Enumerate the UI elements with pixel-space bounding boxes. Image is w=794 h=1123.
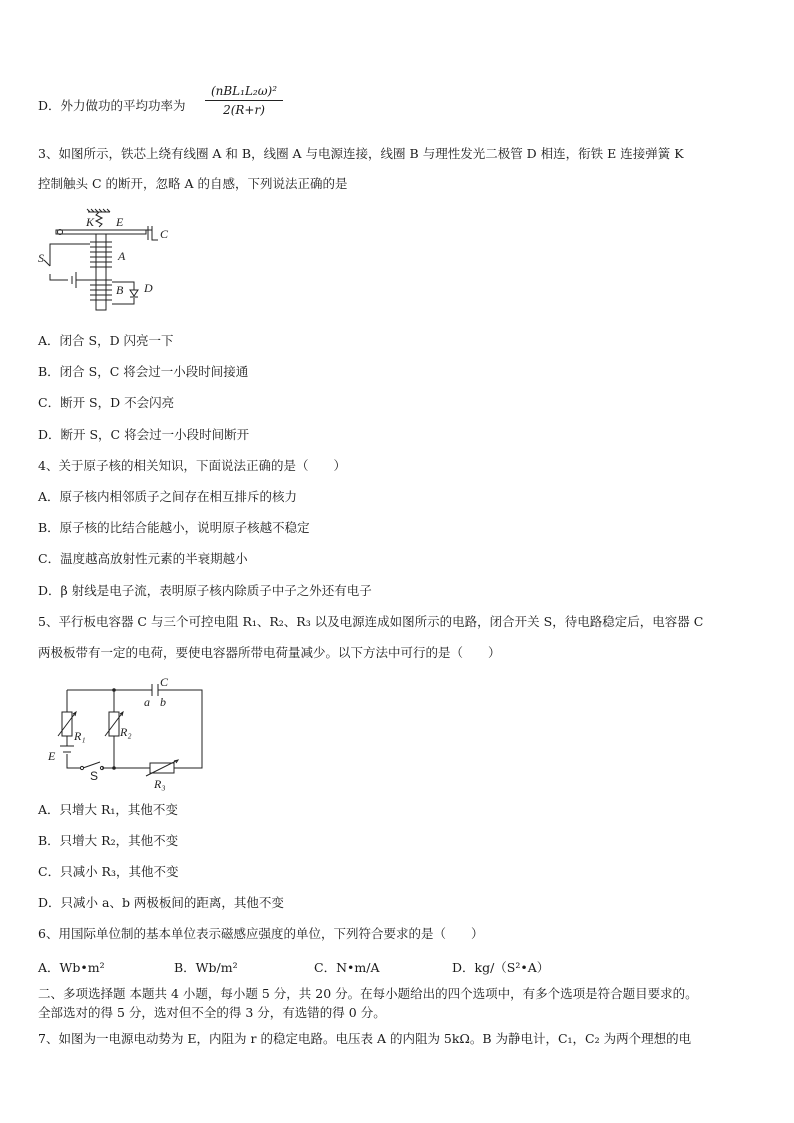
label-K: K [86,215,95,229]
q5-stem-line1: 5、平行板电容器 C 与三个可控电阻 R₁、R₂、R₃ 以及电源连成如图所示的电路，闭合开关 S，待电路稳定后，电容器 C [38,614,704,629]
q5-option-b: B．只增大 R₂，其他不变 [38,833,179,848]
label-S: S [38,251,44,265]
q2-option-d: D．外力做功的平均功率为 [38,98,186,113]
q6-option-d: D．kg/（S²•A） [452,960,550,975]
label-R2: R₂ [120,725,132,739]
q4-option-a: A．原子核内相邻质子之间存在相互排斥的核力 [38,489,298,504]
label-R1: R₁ [74,729,86,743]
q5-stem-line2: 两极板带有一定的电荷，要使电容器所带电荷量减少。以下方法中可行的是（ ） [38,645,501,660]
q3-option-a: A．闭合 S，D 闪亮一下 [38,333,174,348]
label-R3: R₃ [154,777,166,791]
q4-option-c: C．温度越高放射性元素的半衰期越小 [38,551,248,566]
q5-option-a: A．只增大 R₁，其他不变 [38,802,178,817]
label-E: E [48,749,56,763]
q3-stem-line1: 3、如图所示，铁芯上绕有线圈 A 和 B，线圈 A 与电源连接，线圈 B 与理性发光二极管 D 相连，衔铁 E 连接弹簧 K [38,146,684,161]
section2-heading-line1: 二、多项选择题 本题共 4 小题，每小题 5 分，共 20 分。在每小题给出的四个选项中，有多个选项是符合题目要求的。 [38,986,698,1001]
q3-relay-diagram [38,208,178,318]
label-C: C [160,227,169,241]
q5-option-c: C．只减小 R₃，其他不变 [38,864,179,879]
q2-formula [205,84,283,117]
label-E: E [116,215,124,229]
q4-stem: 4、关于原子核的相关知识，下面说法正确的是（ ） [38,458,346,473]
section2-heading-line2: 全部选对的得 5 分，选对但不全的得 3 分，有选错的得 0 分。 [38,1005,386,1020]
label-S: S [90,769,99,783]
label-B: B [116,283,124,297]
label-A: A [118,249,126,263]
label-b: b [160,695,166,709]
q4-option-b: B．原子核的比结合能越小，说明原子核越不稳定 [38,520,310,535]
formula-denominator: 2(R+r) [223,103,265,117]
label-C: C [160,676,169,689]
q4-option-d: D．β 射线是电子流，表明原子核内除质子中子之外还有电子 [38,583,372,598]
q7-stem-line1: 7、如图为一电源电动势为 E，内阻为 r 的稳定电路。电压表 A 的内阻为 5kΩ。B 为静电计，C₁，C₂ 为两个理想的电 [38,1031,692,1046]
q6-option-b: B．Wb/m² [174,960,238,975]
q3-option-b: B．闭合 S，C 将会过一小段时间接通 [38,364,249,379]
q3-stem-line2: 控制触头 C 的断开，忽略 A 的自感，下列说法正确的是 [38,176,348,191]
q3-option-c: C．断开 S，D 不会闪亮 [38,395,175,410]
formula-numerator: (nBL₁L₂ω)² [205,84,283,101]
q6-stem: 6、用国际单位制的基本单位表示磁感应强度的单位，下列符合要求的是（ ） [38,926,484,941]
q5-circuit-diagram [42,676,212,792]
q5-option-d: D．只减小 a、b 两极板间的距离，其他不变 [38,895,284,910]
label-a: a [144,695,150,709]
label-D: D [144,281,153,295]
q3-option-d: D．断开 S，C 将会过一小段时间断开 [38,427,250,442]
q6-option-c: C．N•m/A [314,960,380,975]
q6-option-a: A．Wb•m² [38,960,105,975]
q6-options [38,958,578,976]
